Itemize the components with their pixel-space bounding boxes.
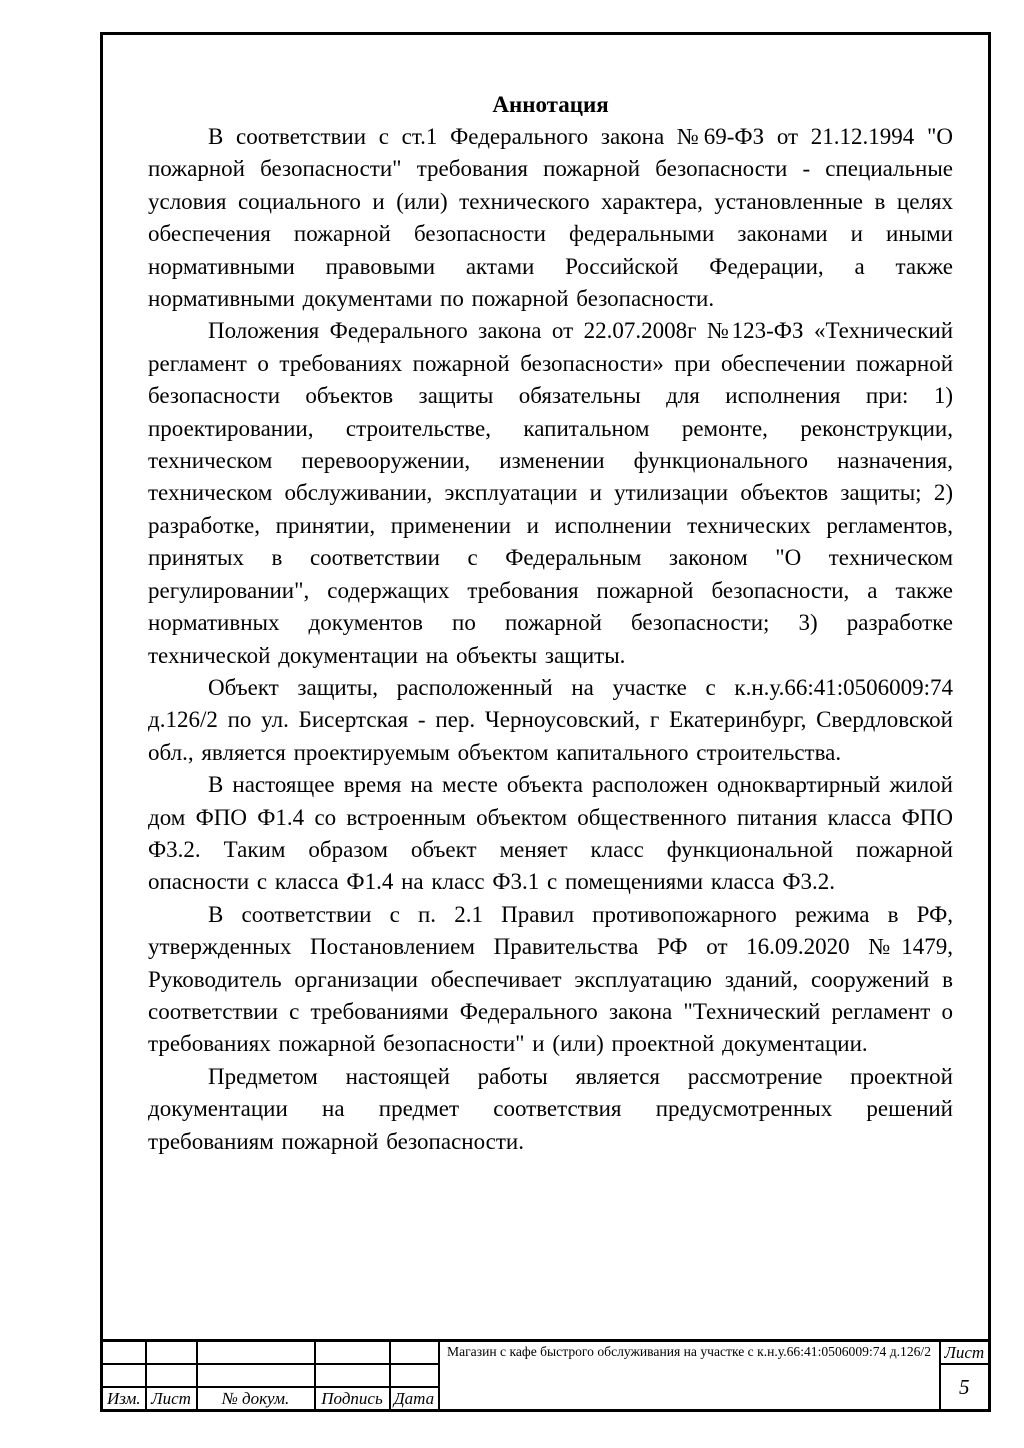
stamp-empty-cell bbox=[197, 1364, 315, 1387]
project-title: Магазин с кафе быстрого обслуживания на участке с к.н.у.66:41:0506009:74 д.126/2 bbox=[439, 1341, 940, 1411]
paragraph: В соответствии с ст.1 Федерального закона №69-ФЗ от 21.12.1994 "О пожарной безопасности" требования пожарной безопасности - специальные условия социального и (или) технического характера, установленные в целях обеспечения пожарной безопасности федеральными законами и иными нормативными правовыми актами Российской Федерации, а также нормативными документами по пожарной безопасности. bbox=[148, 124, 953, 312]
stamp-empty-cell bbox=[102, 1364, 146, 1387]
paragraph: В соответствии с п. 2.1 Правил противопожарного режима в РФ, утвержденных Постановлением Правительства РФ от 16.09.2020 №1479, Руководитель организации обеспечивает эксплуатацию зданий, сооружений в соответствии с требованиями Федерального закона "Технический регламент о требованиях пожарной безопасности" и (или) проектной документации. bbox=[148, 901, 953, 1057]
column-header-list: Лист bbox=[146, 1387, 197, 1411]
stamp-empty-cell bbox=[315, 1364, 390, 1387]
column-header-dokum: № докум. bbox=[197, 1387, 315, 1411]
stamp-empty-cell bbox=[315, 1341, 390, 1365]
sheet-label: Лист bbox=[940, 1341, 990, 1365]
stamp-empty-cell bbox=[146, 1364, 197, 1387]
stamp-empty-cell bbox=[390, 1364, 439, 1387]
column-header-podpis: Подпись bbox=[315, 1387, 390, 1411]
paragraph: Объект защиты, расположенный на участке с к.н.у.66:41:0506009:74 д.126/2 по ул. Бисертская - пер. Черноусовский, г Екатеринбург, Свердловской обл., является проектируемым объектом капитального строительства. bbox=[148, 674, 953, 765]
page-frame bbox=[100, 32, 991, 1412]
title-block-row bbox=[102, 1341, 990, 1365]
stamp-empty-cell bbox=[146, 1341, 197, 1365]
stamp-empty-cell bbox=[390, 1341, 439, 1365]
column-header-data: Дата bbox=[390, 1387, 439, 1411]
page-title: Аннотация bbox=[492, 92, 609, 117]
column-header-izm: Изм. bbox=[102, 1387, 146, 1411]
paragraph: В настоящее время на месте объекта расположен одноквартирный жилой дом ФПО Ф1.4 со встроенным объектом общественного питания класса ФПО Ф3.2. Таким образом объект меняет класс функциональной пожарной опасности с класса Ф1.4 на класс Ф3.1 с помещениями класса Ф3.2. bbox=[148, 772, 953, 895]
stamp-empty-cell bbox=[102, 1341, 146, 1365]
paragraph: Положения Федерального закона от 22.07.2008г №123-ФЗ «Технический регламент о требованиях пожарной безопасности» при обеспечении пожарной безопасности объектов защиты обязательны для исполнения при: 1) проектировании, строительстве, капитальном ремонте, реконструкции, техническом перевооружении, изменении функционального назначения, техническом обслуживании, эксплуатации и утилизации объектов защиты; 2) разработке, принятии, применении и исполнении технических регламентов, принятых в соответствии с Федеральным законом "О техническом регулировании", содержащих требования пожарной безопасности, а также нормативных документов по пожарной безопасности; 3) разработке технической документации на объекты защиты. bbox=[148, 318, 953, 668]
document-content bbox=[103, 35, 988, 1158]
sheet-number: 5 bbox=[940, 1364, 990, 1411]
title-block bbox=[100, 1339, 991, 1412]
stamp-empty-cell bbox=[197, 1341, 315, 1365]
paragraph: Предметом настоящей работы является рассмотрение проектной документации на предмет соответствия предусмотренных решений требованиям пожарной безопасности. bbox=[148, 1063, 953, 1154]
